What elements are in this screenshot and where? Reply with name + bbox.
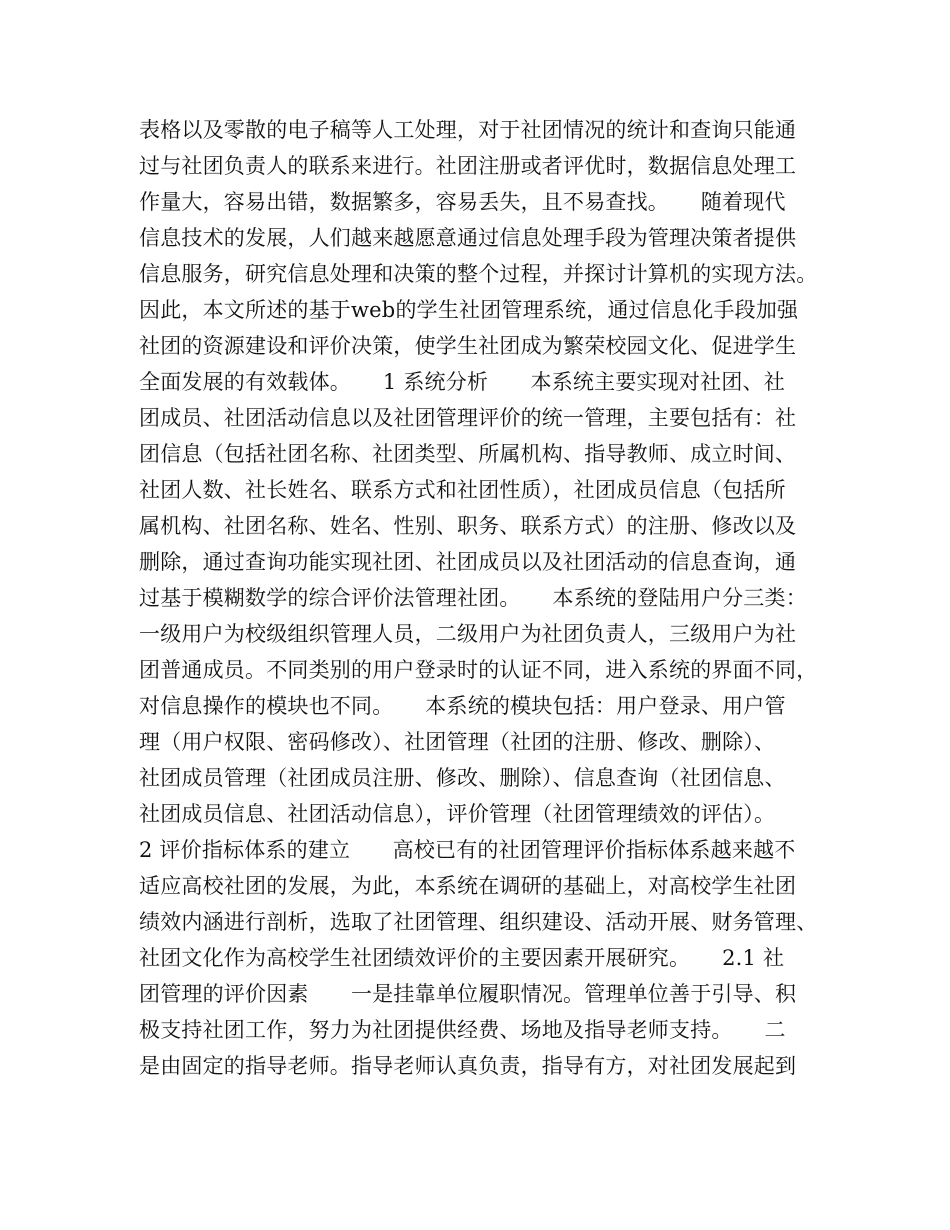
text-line: 作量大，容易出错，数据繁多，容易丢失，且不易查找。 随着现代 (139, 190, 786, 214)
text-line: 社团成员管理（社团成员注册、修改、删除）、信息查询（社团信息、 (139, 766, 786, 790)
text-line: 信息技术的发展，人们越来越愿意通过信息处理手段为管理决策者提供 (139, 226, 797, 250)
text-line: 团信息（包括社团名称、社团类型、所属机构、指导教师、成立时间、 (139, 442, 797, 466)
text-line: 社团人数、社长姓名、联系方式和社团性质），社团成员信息（包括所 (139, 478, 786, 502)
text-line: 极支持社团工作，努力为社团提供经费、场地及指导老师支持。 二 (139, 1018, 786, 1042)
text-line: 社团的资源建设和评价决策，使学生社团成为繁荣校园文化、促进学生 (139, 334, 797, 358)
text-line: 全面发展的有效载体。 1 系统分析 本系统主要实现对社团、社 (139, 370, 785, 394)
text-line: 一级用户为校级组织管理人员，二级用户为社团负责人，三级用户为社 (139, 622, 797, 646)
text-line: 团管理的评价因素 一是挂靠单位履职情况。管理单位善于引导、积 (139, 982, 797, 1006)
text-line: 适应高校社团的发展，为此，本系统在调研的基础上，对高校学生社团 (139, 874, 797, 898)
text-line: 表格以及零散的电子稿等人工处理，对于社团情况的统计和查询只能通 (139, 118, 797, 142)
text-line: 是由固定的指导老师。指导老师认真负责，指导有方，对社团发展起到 (139, 1054, 797, 1078)
text-line: 团成员、社团活动信息以及社团管理评价的统一管理，主要包括有：社 (139, 406, 797, 430)
text-line: 团普通成员。不同类别的用户登录时的认证不同，进入系统的界面不同， (139, 658, 818, 682)
text-line: 理（用户权限、密码修改）、社团管理（社团的注册、修改、删除）、 (139, 730, 776, 754)
text-line: 过与社团负责人的联系来进行。社团注册或者评优时，数据信息处理工 (139, 154, 797, 178)
text-line: 属机构、社团名称、姓名、性别、职务、联系方式）的注册、修改以及 (139, 514, 797, 538)
text-line: 过基于模糊数学的综合评价法管理社团。 本系统的登陆用户分三类： (139, 586, 807, 610)
text-line: 社团文化作为高校学生社团绩效评价的主要因素开展研究。 2.1 社 (139, 946, 785, 970)
body-text (139, 112, 829, 1084)
text-line: 社团成员信息、社团活动信息），评价管理（社团管理绩效的评估）。 (139, 802, 776, 826)
text-line: 2 评价指标体系的建立 高校已有的社团管理评价指标体系越来越不 (139, 838, 796, 862)
text-line: 信息服务，研究信息处理和决策的整个过程，并探讨计算机的实现方法。 (139, 262, 818, 286)
text-line: 因此，本文所述的基于web的学生社团管理系统，通过信息化手段加强 (139, 298, 799, 322)
text-line: 对信息操作的模块也不同。 本系统的模块包括：用户登录、用户管 (139, 694, 786, 718)
text-line: 绩效内涵进行剖析，选取了社团管理、组织建设、活动开展、财务管理、 (139, 910, 818, 934)
text-line: 删除，通过查询功能实现社团、社团成员以及社团活动的信息查询，通 (139, 550, 797, 574)
